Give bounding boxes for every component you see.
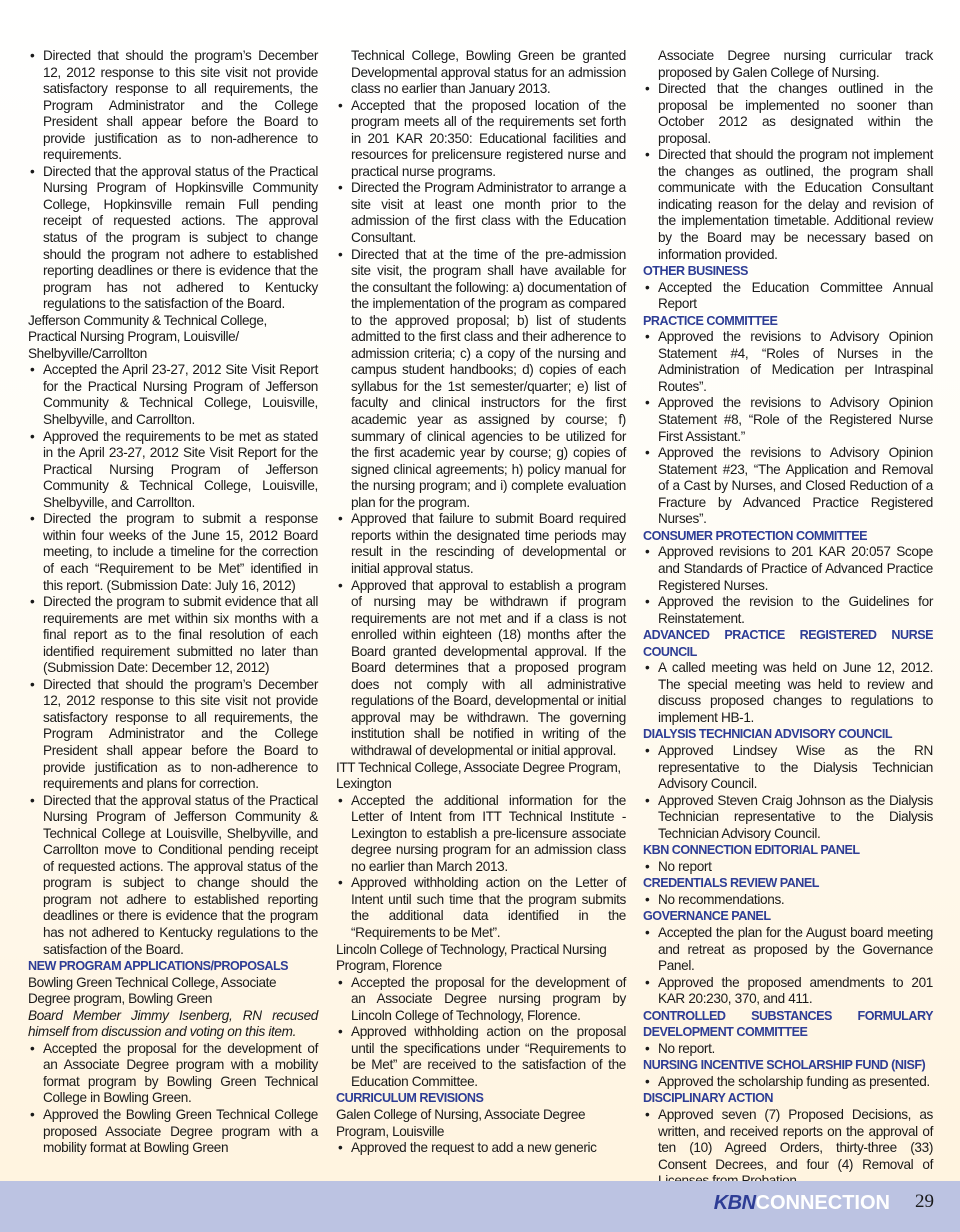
- section-heading: ADVANCED PRACTICE REGISTERED NURSE COUNCIL: [643, 628, 933, 659]
- list-item: • Accepted the Education Committee Annual Report: [643, 280, 933, 313]
- list-item: • Approved withholding action on the proposal until the specifications under “Requirements to be Met” are received to the satisfaction of the Education Committee.: [336, 1024, 626, 1090]
- list-item: • Approved Steven Craig Johnson as the Dialysis Technician representative to the Dialysis Technician Advisory Council.: [643, 793, 933, 843]
- bullet-list: [643, 1107, 933, 1190]
- section-heading: PRACTICE COMMITTEE: [643, 313, 778, 328]
- bullet-list: [643, 925, 933, 1008]
- list-item: • Approved withholding action on the Letter of Intent until such time that the program submits the additional data identified in the “Requirements to be Met”.: [336, 875, 626, 941]
- bullet-list: [643, 81, 933, 263]
- page-number: 29: [915, 1191, 934, 1212]
- list-item: • Approved the revisions to Advisory Opinion Statement #23, “The Application and Removal of a Cast by Nurses, and Closed Reduction of a Fracture by Advanced Practice Registered Nurses”.: [643, 445, 933, 528]
- list-item: • Accepted the proposal for the development of an Associate Degree nursing program by Lincoln College of Technology, Florence.: [336, 975, 626, 1025]
- column-1: [28, 48, 318, 1157]
- list-item: • No report: [643, 859, 933, 876]
- section-heading: OTHER BUSINESS: [643, 264, 748, 279]
- bullet-list: [643, 1041, 933, 1058]
- program-heading: Lincoln College of Technology, Practical Nursing Program, Florence: [336, 941, 607, 974]
- bullet-list: [28, 1041, 318, 1157]
- bullet-list: [28, 48, 318, 313]
- list-item: • Approved the Bowling Green Technical College proposed Associate Degree program with a mobility format at Bowling Green: [28, 1107, 318, 1157]
- bullet-list: [336, 793, 626, 942]
- list-item: • Directed the Program Administrator to arrange a site visit at least one month prior to the admission of the first class with the Education Consultant.: [336, 180, 626, 246]
- list-item: • Approved Lindsey Wise as the RN representative to the Dialysis Technician Advisory Council.: [643, 743, 933, 793]
- column-3: [643, 48, 933, 1190]
- list-item: • Approved that failure to submit Board required reports within the designated time periods may result in the rescinding of developmental or initial approval status.: [336, 511, 626, 577]
- bullet-list: [336, 1140, 626, 1157]
- bullet-list: [643, 859, 933, 876]
- bullet-list: [643, 743, 933, 842]
- bullet-list: [336, 975, 626, 1091]
- section-heading: NURSING INCENTIVE SCHOLARSHIP FUND (NISF): [643, 1058, 926, 1073]
- section-heading: NEW PROGRAM APPLICATIONS/PROPOSALS: [28, 959, 289, 974]
- list-item: • Directed that the changes outlined in the proposal be implemented no sooner than October 2012 as designated within the proposal.: [643, 81, 933, 147]
- list-item: • Directed that should the program’s December 12, 2012 response to this site visit not provide satisfactory response to all requirements, the Program Administrator and the College President shall appear before the Board to provide justification as to non-adherence to requirements.: [28, 48, 318, 164]
- recusal-note: Board Member Jimmy Isenberg, RN recused himself from discussion and voting on this item.: [28, 1007, 318, 1040]
- bullet-list: [643, 660, 933, 726]
- program-heading: Bowling Green Technical College, Associate Degree program, Bowling Green: [28, 974, 277, 1007]
- bullet-list: [336, 98, 626, 760]
- list-item: • No recommendations.: [643, 892, 933, 909]
- list-item: • Accepted the April 23-27, 2012 Site Visit Report for the Practical Nursing Program of Jefferson Community & Technical College, Louisville, Shelbyville, and Carrollton.: [28, 362, 318, 428]
- list-item: • Approved the request to add a new generic: [336, 1140, 626, 1157]
- column-2: [336, 48, 626, 1157]
- list-item: • Approved the revisions to Advisory Opinion Statement #8, “Role of the Registered Nurse First Assistant.”: [643, 395, 933, 445]
- list-item: • Directed that should the program’s December 12, 2012 response to this site visit not provide satisfactory response to all requirements, the Program Administrator and the College President shall appear before the Board to provide justification as to non-adherence to requirements and plans for correction.: [28, 677, 318, 793]
- bullet-list: [643, 280, 933, 313]
- list-item: • Directed the program to submit evidence that all requirements are met within six months with a final report as to the final resolution of each identified requirement submitted no later than (Submission Date: December 12, 2012): [28, 594, 318, 677]
- list-item: • Directed that at the time of the pre-admission site visit, the program shall have available for the consultant the following: a) documentation of the implementation of the program as compared to the approved proposal; b) list of students admitted to the first class and their adherence to admission criteria; c) a copy of the nursing and campus student handbooks; d) copies of each syllabus for the 1st semester/quarter; e) list of faculty and clinical instructors for the first academic year as assigned by course; f) summary of clinical agencies to be utilized for the first academic year by course; g) copies of signed clinical agreements; h) policy manual for the nursing program; and i) complete evaluation plan for the program.: [336, 247, 626, 512]
- list-item: • Approved the revision to the Guidelines for Reinstatement.: [643, 594, 933, 627]
- bullet-list: [643, 329, 933, 528]
- list-item: • Accepted that the proposed location of the program meets all of the requirements set forth in 201 KAR 20:350: Educational facilities and resources for prelicensure registered nurse and practical nurse programs.: [336, 98, 626, 181]
- bullet-list: [28, 362, 318, 958]
- bullet-list: [643, 544, 933, 627]
- list-item: • A called meeting was held on June 12, 2012. The special meeting was held to review and discuss proposed changes to regulations to implement HB-1.: [643, 660, 933, 726]
- continued-paragraph: Associate Degree nursing curricular track proposed by Galen College of Nursing.: [658, 48, 933, 80]
- logo-connection: CONNECTION: [755, 1192, 890, 1214]
- logo-kbn: KBN: [713, 1192, 756, 1214]
- section-heading: CONTROLLED SUBSTANCES FORMULARY DEVELOPMENT COMMITTEE: [643, 1008, 933, 1040]
- list-item: • Directed that the approval status of the Practical Nursing Program of Jefferson Community & Technical College at Louisville, Shelbyville, and Carrollton move to Conditional pending receipt of requested actions. The approval status of the program is subject to change should the program not adhere to established reporting deadlines or there is evidence that the program has not adhered to Kentucky regulations to the satisfaction of the Board.: [28, 793, 318, 958]
- bullet-list: [643, 892, 933, 909]
- program-heading: Galen College of Nursing, Associate Degree Program, Louisville: [336, 1107, 586, 1139]
- kbn-connection-logo: [714, 1192, 890, 1215]
- section-heading: CURRICULUM REVISIONS: [336, 1091, 484, 1106]
- program-heading: ITT Technical College, Associate Degree Program, Lexington: [336, 759, 621, 792]
- program-heading: Jefferson Community & Technical College, Practical Nursing Program, Louisville/ Shelbyville/Carrollton: [28, 312, 267, 361]
- section-heading: KBN CONNECTION EDITORIAL PANEL: [643, 843, 860, 858]
- section-heading: CONSUMER PROTECTION COMMITTEE: [643, 528, 868, 543]
- section-heading: GOVERNANCE PANEL: [643, 909, 771, 924]
- list-item: • Approved the requirements to be met as stated in the April 23-27, 2012 Site Visit Report for the Practical Nursing Program of Jefferson Community & Technical College, Louisville, Shelbyville, and Carrollton.: [28, 429, 318, 512]
- section-heading: DISCIPLINARY ACTION: [643, 1091, 773, 1106]
- list-item: • Approved seven (7) Proposed Decisions, as written, and received reports on the approval of ten (10) Agreed Orders, thirty-three (33) Consent Decrees, and four (4) Removal of: [643, 1107, 933, 1190]
- footer-bar: [0, 1181, 960, 1232]
- continued-paragraph: Technical College, Bowling Green be granted Developmental approval status for an admission class no earlier than January 2013.: [351, 48, 626, 97]
- list-item: • Accepted the additional information for the Letter of Intent from ITT Technical Institute - Lexington to establish a pre-licensure associate degree nursing program for an admission class no earlier than March 2013.: [336, 793, 626, 876]
- list-item: • Approved that approval to establish a program of nursing may be withdrawn if program requirements are not met and if a class is not enrolled within eighteen (18) months after the Board granted developmental approval. If the Board determines that a proposed program does not comply with all administrative regulations of the Board, developmental or initial approval may be withdrawn. The governing institution shall be notified in writing of the withdrawal of developmental or initial approval.: [336, 578, 626, 760]
- list-item: • Approved the scholarship funding as presented.: [643, 1074, 933, 1091]
- committee-sections: [643, 263, 933, 1190]
- section-heading: CREDENTIALS REVIEW PANEL: [643, 876, 819, 891]
- list-item: • Accepted the plan for the August board meeting and retreat as proposed by the Governance Panel.: [643, 925, 933, 975]
- list-item: • Approved the revisions to Advisory Opinion Statement #4, “Roles of Nurses in the Administration of Medication per Intraspinal Routes”.: [643, 329, 933, 395]
- list-item: • Directed that the approval status of the Practical Nursing Program of Hopkinsville Community College, Hopkinsville remain Full pending receipt of requested actions. The approval status of the program is subject to change should the program not adhere to established reporting deadlines or there is evidence that the program has not adhered to Kentucky regulations to the satisfaction of the Board.: [28, 164, 318, 313]
- list-item: • No report.: [643, 1041, 933, 1058]
- list-item: • Approved the proposed amendments to 201 KAR 20:230, 370, and 411.: [643, 975, 933, 1008]
- list-item: • Directed that should the program not implement the changes as outlined, the program shall communicate with the Education Consultant indicating reason for the delay and revision of the implementation timetable. Additional review by the Board may be necessary based on information provided.: [643, 147, 933, 263]
- list-item: • Directed the program to submit a response within four weeks of the June 15, 2012 Board meeting, to include a timeline for the correction of each “Requirement to be Met” identified in this report. (Submission Date: July 16, 2012): [28, 511, 318, 594]
- bullet-list: [643, 1074, 933, 1091]
- list-item: • Accepted the proposal for the development of an Associate Degree program with a mobility format program by Bowling Green Technical College in Bowling Green.: [28, 1041, 318, 1107]
- list-item: • Approved revisions to 201 KAR 20:057 Scope and Standards of Practice of Advanced Practice Registered Nurses.: [643, 544, 933, 594]
- section-heading: DIALYSIS TECHNICIAN ADVISORY COUNCIL: [643, 727, 893, 742]
